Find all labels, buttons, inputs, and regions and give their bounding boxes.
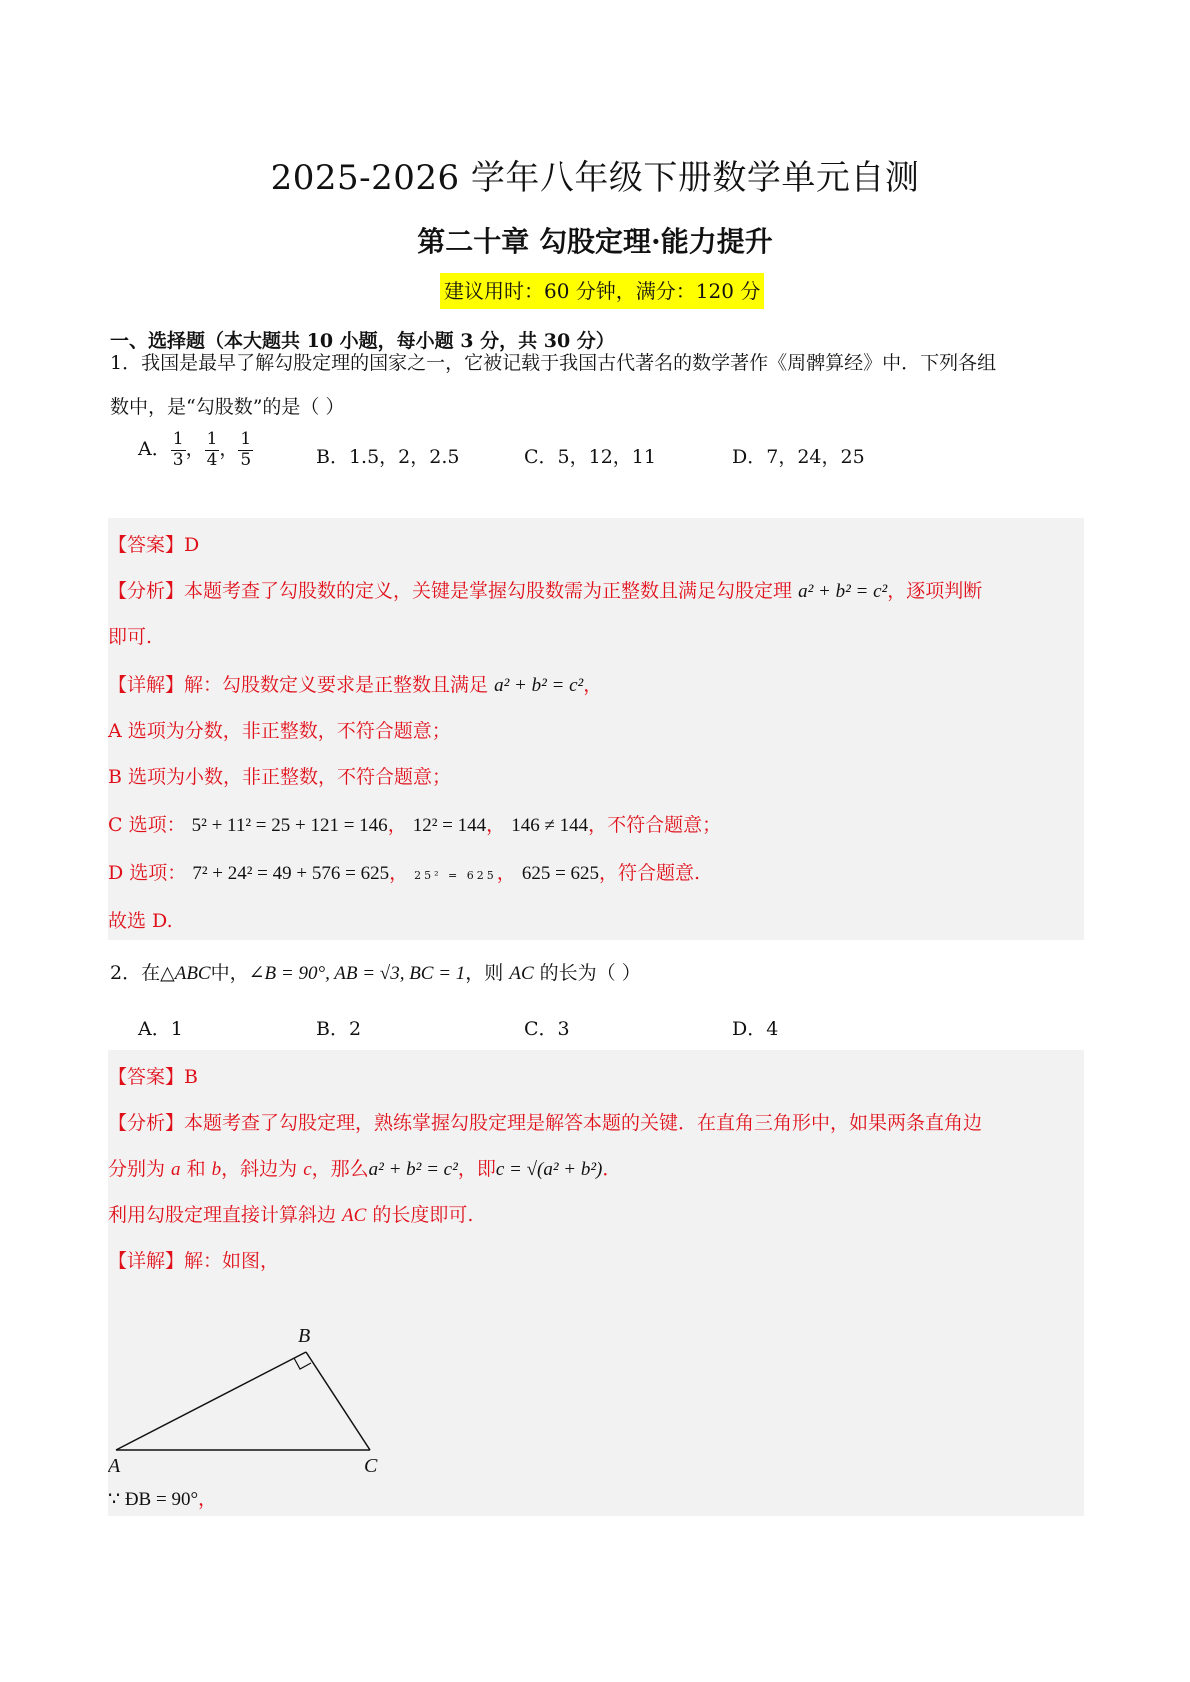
fraction [205, 430, 220, 470]
q2-analysis-line1 [108, 1108, 982, 1135]
frac-den: 5 [240, 449, 252, 470]
q1-line-c: C 选项： 5² + 11² = 25 + 121 = 146， 12² = 144， 146 ≠ 144，不符合题意； [108, 814, 722, 836]
q2-stem [110, 958, 641, 985]
formula: a² + b² = c² [494, 675, 584, 696]
line-label: C 选项： [108, 814, 186, 836]
q2-answer-block [108, 1050, 1084, 1516]
answer-value: B [184, 1066, 198, 1088]
q2-stem-text: ，则 [465, 962, 510, 984]
q1-option-d: D．7，24，25 [732, 446, 865, 468]
q2-detail-line [108, 1246, 279, 1273]
var-b: b [211, 1159, 222, 1180]
q1-stem-line2: 数中，是“勾股数”的是（ ） [110, 396, 345, 418]
line-label: D 选项： [108, 862, 187, 884]
detail-text: ， [198, 1488, 218, 1510]
vertex-label-b: B [298, 1325, 311, 1347]
q1-line-a: A 选项为分数，非正整数，不符合题意； [108, 720, 451, 742]
q1-option-a [138, 430, 253, 470]
q1-stem-line1: 1．我国是最早了解勾股定理的国家之一，它被记载于我国古代著名的数学著作《周髀算经》中．下列各组 [110, 352, 997, 374]
formula: 12² = 144 [412, 815, 487, 836]
q2-answer-line [108, 1062, 198, 1089]
q1-answer-line [108, 530, 199, 557]
vertex-label-a: A [108, 1455, 121, 1477]
detail-text: ， [583, 674, 603, 696]
q1-analysis-line2: 即可. [108, 626, 153, 648]
analysis-text: ，斜边为 [221, 1158, 304, 1180]
triangle-symbol: △ [160, 962, 175, 984]
side-bc [306, 1352, 370, 1450]
formula: c = √(a² + b²) [495, 1159, 603, 1180]
q1-detail-line [108, 670, 602, 697]
analysis-text: 分别为 [108, 1158, 172, 1180]
detail-text: 解：勾股数定义要求是正整数且满足 [184, 674, 495, 696]
q2-option-d: D．4 [732, 1018, 779, 1040]
q1-line-d: D 选项： 7² + 24² = 49 + 576 = 625， 25² = 625， 625 = 625，符合题意. [108, 862, 701, 884]
q2-var-ac: AC [509, 963, 534, 984]
formula: a² + b² = c² [368, 1159, 458, 1180]
answer-tag: 【答案】 [108, 1066, 185, 1088]
analysis-text: 和 [180, 1158, 212, 1180]
q1-line-b: B 选项为小数，非正整数，不符合题意； [108, 766, 452, 788]
analysis-tag: 【分析】 [108, 1112, 185, 1134]
line-end: ，不符合题意； [588, 814, 722, 836]
q1-conclusion: 故选 D. [108, 910, 173, 932]
sep: ， [185, 438, 205, 461]
fraction [238, 430, 253, 470]
frac-num: 1 [206, 429, 218, 449]
q1-analysis-line1 [108, 576, 982, 603]
q2-stem-text: 2．在 [110, 962, 161, 984]
q2-stem-text: 的长为（ ） [533, 962, 641, 984]
document-subtitle: 第二十章 勾股定理·能力提升 [417, 225, 773, 258]
var-a: a [171, 1159, 181, 1180]
q2-option-b: B．2 [316, 1018, 362, 1040]
formula: a² + b² = c² [798, 581, 888, 602]
detail-tag: 【详解】 [108, 1250, 185, 1272]
side-ab [116, 1352, 306, 1450]
var-ac: AC [342, 1205, 367, 1226]
q2-option-c: C．3 [524, 1018, 570, 1040]
answer-value: D [184, 534, 200, 556]
vertex-label-c: C [364, 1455, 378, 1477]
analysis-text: 本题考查了勾股数的定义，关键是掌握勾股数需为正整数且满足勾股定理 [184, 580, 799, 602]
var-c: c [303, 1159, 312, 1180]
frac-den: 3 [172, 449, 184, 470]
q2-stem-text: 中， [210, 962, 249, 984]
analysis-text: ，逐项判断 [887, 580, 983, 602]
fraction [171, 430, 186, 470]
frac-num: 1 [172, 429, 184, 449]
q2-option-a: A．1 [138, 1018, 183, 1040]
analysis-text: 本题考查了勾股定理，熟练掌握勾股定理是解答本题的关键．在直角三角形中，如果两条直角边 [184, 1112, 983, 1134]
document-title: 2025-2026 学年八年级下册数学单元自测 [270, 158, 920, 198]
analysis-text: ． [602, 1158, 622, 1180]
frac-num: 1 [240, 429, 252, 449]
sep: ， [219, 438, 239, 461]
line-end: ，符合题意. [599, 862, 701, 884]
formula: 5² + 11² = 25 + 121 = 146 [191, 815, 388, 836]
q1-option-b: B．1.5，2，2.5 [316, 446, 460, 468]
q1-option-a-label: A． [138, 438, 171, 461]
analysis-text: ，那么 [311, 1158, 369, 1180]
formula: 625 = 625 [521, 863, 600, 884]
frac-den: 4 [206, 449, 218, 470]
formula: 146 ≠ 144 [511, 815, 589, 836]
detail-text: 解：如图， [184, 1250, 280, 1272]
analysis-tag: 【分析】 [108, 580, 185, 602]
triangle-figure [108, 1290, 408, 1480]
formula: 7² + 24² = 49 + 576 = 625 [192, 863, 390, 884]
formula-small: 25² = 625 [414, 869, 497, 882]
q2-analysis-line3 [108, 1200, 473, 1227]
time-note-highlight: 建议用时：60 分钟，满分：120 分 [440, 273, 764, 309]
q1-answer-block [108, 518, 1084, 940]
analysis-text: ，即 [457, 1158, 496, 1180]
q2-condition-formula: ∠B = 90°, AB = √3, BC = 1 [248, 963, 466, 984]
detail-tag: 【详解】 [108, 674, 185, 696]
q1-option-c: C．5，12，11 [524, 446, 656, 468]
analysis-text: 利用勾股定理直接计算斜边 [108, 1204, 343, 1226]
section-heading: 一、选择题（本大题共 10 小题，每小题 3 分，共 30 分） [110, 330, 615, 352]
analysis-text: 的长度即可. [366, 1204, 474, 1226]
q2-analysis-line2 [108, 1154, 621, 1181]
q2-triangle-name: ABC [174, 963, 211, 984]
formula: ∵ ÐB = 90° [108, 1489, 199, 1510]
right-angle-mark [294, 1358, 311, 1369]
q2-because-line [108, 1484, 217, 1511]
answer-tag: 【答案】 [108, 534, 185, 556]
